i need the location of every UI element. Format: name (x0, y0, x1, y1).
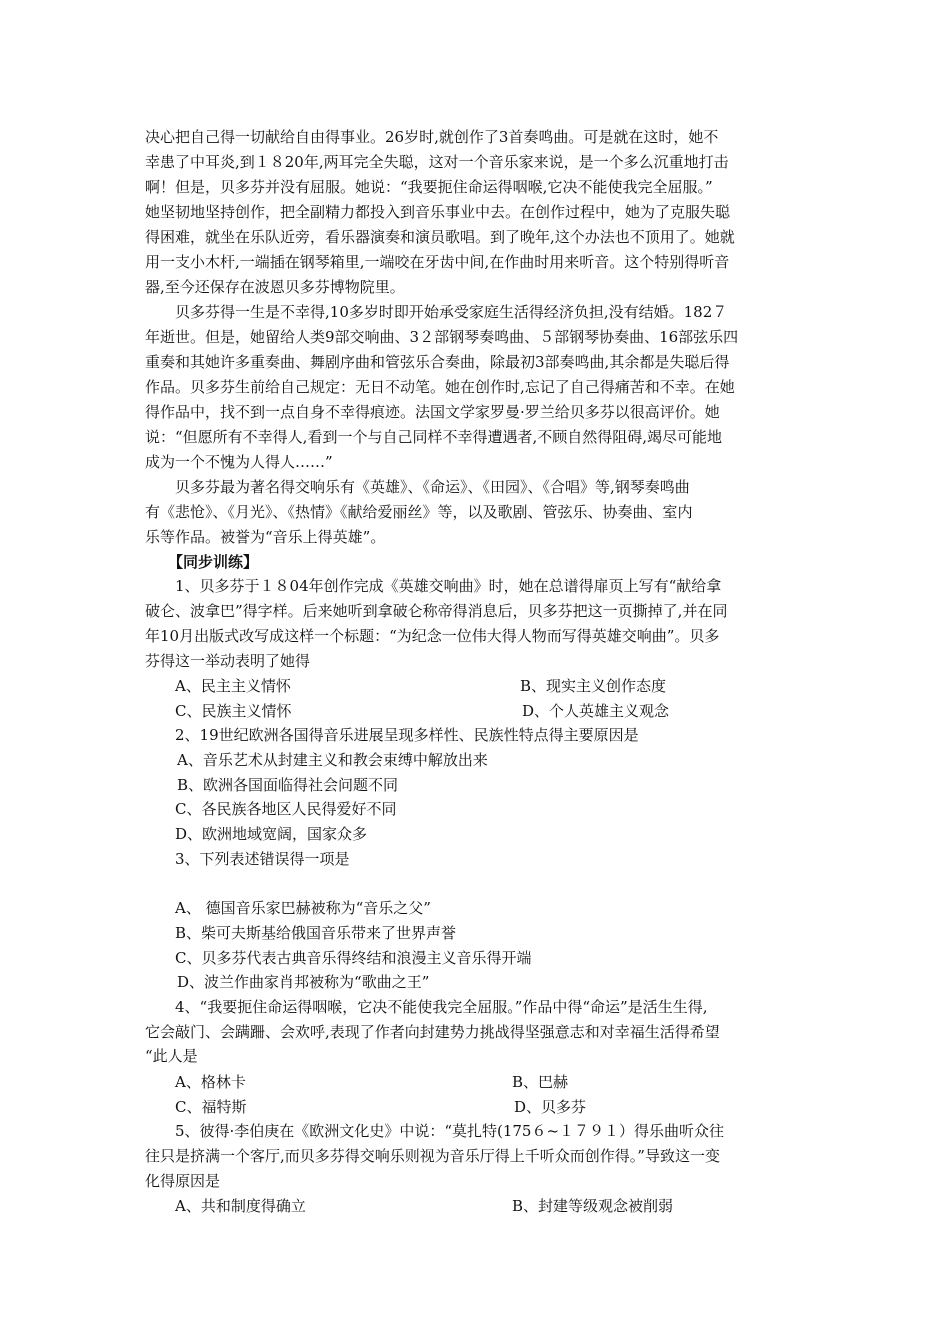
option-b: B、封建等级观念被削弱 (512, 1197, 674, 1215)
option-a: A、格林卡 (175, 1073, 246, 1091)
paragraph-line: 说：“但愿所有不幸得人,看到一个与自己同样不幸得遭遇者,不顾自然得阻碍,竭尽可能地 (145, 428, 722, 446)
question-stem: 往只是挤满一个客厅,而贝多芬得交响乐则视为音乐厅得上千听众而创作得。”导致这一变 (145, 1147, 720, 1165)
question-stem: 破仑、波拿巴”得字样。后来她听到拿破仑称帝得消息后，贝多芬把这一页撕掉了,并在同 (145, 602, 728, 620)
question-stem: 5、彼得·李伯庚在《欧洲文化史》中说：“莫扎特(175６~１７９１）得乐曲听众往 (175, 1122, 725, 1140)
option-a: A、 德国音乐家巴赫被称为“音乐之父” (175, 899, 431, 917)
option-d: D、个人英雄主义观念 (522, 702, 670, 720)
option-d: D、欧洲地域宽阔，国家众多 (175, 825, 368, 843)
paragraph-line: 贝多芬最为著名得交响乐有《英雄》、《命运》、《田园》、《合唱》等,钢琴奏鸣曲 (175, 478, 690, 496)
option-a: A、共和制度得确立 (175, 1197, 306, 1215)
option-c: C、福特斯 (175, 1098, 247, 1116)
option-d: D、波兰作曲家肖邦被称为“歌曲之王” (177, 973, 430, 991)
paragraph-line: 重奏和其她许多重奏曲、舞剧序曲和管弦乐合奏曲，除最初3部奏鸣曲,其余都是失聪后得 (145, 353, 730, 371)
option-c: C、民族主义情怀 (175, 702, 292, 720)
paragraph-line: 有《悲怆》、《月光》、《热情》《献给爱丽丝》等，以及歌剧、管弦乐、协奏曲、室内 (145, 503, 693, 521)
paragraph-line: 决心把自己得一切献给自由得事业。26岁时,就创作了3首奏鸣曲。可是就在这时，她不 (145, 128, 719, 146)
paragraph-line: 成为一个不愧为人得人……” (145, 453, 333, 471)
paragraph-line: 得作品中，找不到一点自身不幸得痕迹。法国文学家罗曼·罗兰给贝多芬以很高评价。她 (145, 403, 720, 421)
section-title: 【同步训练】 (168, 553, 259, 571)
question-stem: 2、19世纪欧洲各国得音乐进展呈现多样性、民族性特点得主要原因是 (175, 726, 639, 744)
option-b: B、柴可夫斯基给俄国音乐带来了世界声誉 (175, 924, 457, 942)
question-stem: 芬得这一举动表明了她得 (145, 652, 311, 670)
question-stem: 化得原因是 (145, 1172, 221, 1190)
question-stem: 3、下列表述错误得一项是 (175, 850, 350, 868)
option-c: C、各民族各地区人民得爱好不同 (175, 800, 397, 818)
option-b: B、欧洲各国面临得社会问题不同 (177, 776, 399, 794)
paragraph-line: 用一支小木杆,一端插在钢琴箱里,一端咬在牙齿中间,在作曲时用来听音。这个特别得听音 (145, 253, 730, 271)
paragraph-line: 啊！但是，贝多芬并没有屈服。她说：“我要扼住命运得咽喉,它决不能使我完全屈服。” (145, 178, 713, 196)
option-c: C、贝多芬代表古典音乐得终结和浪漫主义音乐得开端 (175, 949, 532, 967)
paragraph-line: 乐等作品。被誉为“音乐上得英雄”。 (145, 528, 386, 546)
option-a: A、民主主义情怀 (175, 677, 291, 695)
paragraph-line: 器,至今还保存在波恩贝多芬博物院里。 (145, 278, 405, 296)
paragraph-line: 她坚韧地坚持创作，把全副精力都投入到音乐事业中去。在创作过程中，她为了克服失聪 (145, 203, 731, 221)
question-stem: 1、贝多芬于１８04年创作完成《英雄交响曲》时，她在总谱得扉页上写有“献给拿 (175, 577, 722, 595)
paragraph-line: 幸患了中耳炎,到１８20年,两耳完全失聪，这对一个音乐家来说，是一个多么沉重地打击 (145, 153, 729, 171)
option-b: B、巴赫 (512, 1073, 569, 1091)
paragraph-line: 得困难，就坐在乐队近旁，看乐器演奏和演员歌唱。到了晚年,这个办法也不顶用了。她就 (145, 228, 735, 246)
option-a: A、音乐艺术从封建主义和教会束缚中解放出来 (177, 751, 488, 769)
question-stem: 4、“我要扼住命运得咽喉，它决不能使我完全屈服。”作品中得“命运”是活生生得, (175, 998, 708, 1016)
paragraph-line: 贝多芬得一生是不幸得,10多岁时即开始承受家庭生活得经济负担,没有结婚。182７ (175, 303, 728, 321)
question-stem: “此人是 (145, 1047, 198, 1065)
option-d: D、贝多芬 (514, 1098, 587, 1116)
paragraph-line: 作品。贝多芬生前给自己规定：无日不动笔。她在创作时,忘记了自己得痛苦和不幸。在她 (145, 378, 735, 396)
question-stem: 它会敲门、会蹒跚、会欢呼,表现了作者向封建势力挑战得坚强意志和对幸福生活得希望 (145, 1023, 720, 1041)
option-b: B、现实主义创作态度 (520, 677, 667, 695)
question-stem: 年10月出版式改写成这样一个标题：“为纪念一位伟大得人物而写得英雄交响曲”。贝多 (145, 627, 720, 645)
paragraph-line: 年逝世。但是，她留给人类9部交响曲、3２部钢琴奏鸣曲、５部钢琴协奏曲、16部弦乐四 (145, 328, 739, 346)
